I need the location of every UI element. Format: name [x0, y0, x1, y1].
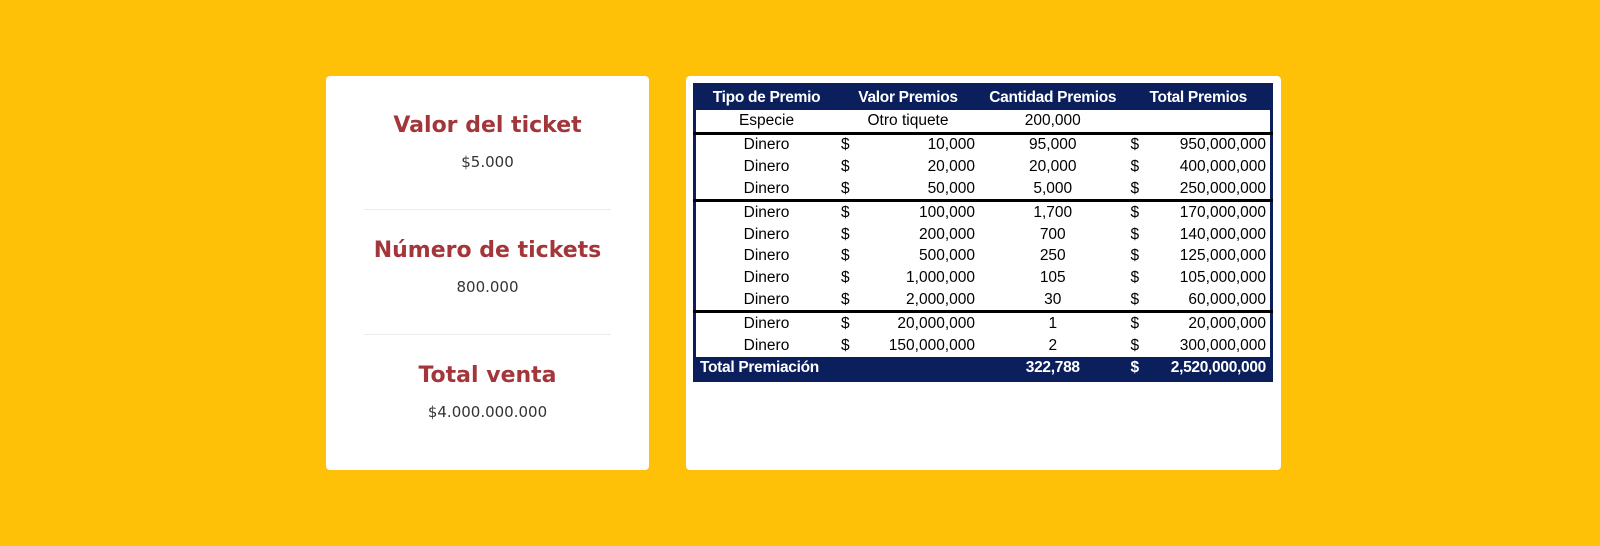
- cell-cantidad: 2: [1048, 336, 1058, 354]
- cell-cantidad: 200,000: [979, 110, 1127, 133]
- ticket-value: $5.000: [461, 153, 514, 171]
- footer-currency: $: [1127, 357, 1148, 381]
- table-row: [695, 335, 1272, 357]
- cell-currency: $: [841, 315, 850, 333]
- cell-cantidad: 20,000: [1029, 157, 1077, 175]
- cell-currency-total: $: [1127, 289, 1148, 312]
- table-footer-row: [695, 357, 1272, 381]
- cell-cantidad: 95,000: [1029, 136, 1077, 154]
- cell-total: 250,000,000: [1148, 178, 1272, 201]
- cell-currency: $: [841, 157, 850, 175]
- cell-currency: $: [841, 247, 850, 265]
- cell-cantidad: 1,700: [1033, 204, 1073, 222]
- ticket-count-block: [364, 237, 611, 297]
- table-header-row: [695, 85, 1272, 111]
- divider: [364, 209, 611, 210]
- cell-valor: 200,000: [918, 225, 975, 243]
- cell-total: 60,000,000: [1148, 289, 1272, 312]
- table-row: [695, 156, 1272, 178]
- cell-currency: $: [841, 268, 850, 286]
- cell-currency-total: $: [1130, 268, 1140, 286]
- cell-tipo: Dinero: [743, 247, 790, 265]
- cell-cantidad: 105: [1039, 268, 1066, 286]
- header-valor: Valor Premios: [837, 85, 979, 111]
- cell-currency-total: $: [1130, 136, 1140, 154]
- prize-table-card: [686, 76, 1281, 470]
- header-tipo: Tipo de Premio: [695, 85, 838, 111]
- cell-currency: $: [837, 178, 858, 201]
- cell-valor: 10,000: [927, 136, 975, 154]
- cell-valor: Otro tiquete: [837, 110, 979, 133]
- cell-tipo: Dinero: [743, 204, 790, 222]
- cell-valor: 1,000,000: [906, 268, 975, 286]
- cell-cantidad: 250: [1039, 247, 1066, 265]
- summary-card: [326, 76, 649, 470]
- cell-currency: $: [841, 204, 850, 222]
- ticket-count: 800.000: [456, 278, 519, 296]
- cell-tipo: Dinero: [743, 157, 790, 175]
- footer-total: 2,520,000,000: [1148, 357, 1272, 381]
- header-cantidad: Cantidad Premios: [979, 85, 1127, 111]
- cell-cantidad: 30: [979, 289, 1127, 312]
- cell-valor: 500,000: [918, 247, 975, 265]
- cell-tipo: Dinero: [743, 315, 790, 333]
- cell-currency-total: $: [1130, 315, 1140, 333]
- cell-total: 20,000,000: [1188, 315, 1266, 333]
- cell-total: 125,000,000: [1179, 247, 1266, 265]
- total-sale: $4.000.000.000: [427, 403, 548, 421]
- cell-cantidad: 5,000: [979, 178, 1127, 201]
- cell-tipo: Dinero: [743, 136, 790, 154]
- cell-valor: 20,000,000: [897, 315, 975, 333]
- table-row: [695, 133, 1272, 156]
- cell-tipo: Dinero: [743, 336, 790, 354]
- cell-total: 105,000,000: [1179, 268, 1266, 286]
- cell-total: 300,000,000: [1179, 336, 1266, 354]
- total-sale-title: Total venta: [418, 363, 557, 388]
- table-row: [695, 312, 1272, 335]
- ticket-value-title: Valor del ticket: [393, 113, 582, 138]
- ticket-count-title: Número de tickets: [373, 238, 602, 263]
- cell-valor: 50,000: [858, 178, 979, 201]
- cell-tipo: Dinero: [695, 178, 838, 201]
- cell-total: 950,000,000: [1179, 136, 1266, 154]
- table-row: [695, 178, 1272, 201]
- table-row: [695, 201, 1272, 224]
- cell-currency-total: $: [1130, 336, 1140, 354]
- cell-tipo: Dinero: [743, 268, 790, 286]
- cell-currency-total: $: [1130, 225, 1140, 243]
- cell-total: 170,000,000: [1179, 204, 1266, 222]
- table-row: [695, 267, 1272, 289]
- cell-currency-total: $: [1130, 247, 1140, 265]
- total-sale-block: [364, 362, 611, 422]
- cell-tipo: Dinero: [695, 289, 838, 312]
- cell-currency-total: $: [1130, 204, 1140, 222]
- cell-valor: 20,000: [927, 157, 975, 175]
- table-row: [695, 224, 1272, 246]
- prize-table-body: [695, 110, 1272, 357]
- ticket-value-block: [364, 112, 611, 172]
- footer-label: Total Premiación: [695, 357, 979, 381]
- table-row: [695, 246, 1272, 268]
- cell-currency: $: [841, 225, 850, 243]
- footer-cantidad: 322,788: [979, 357, 1127, 381]
- cell-total: 400,000,000: [1179, 157, 1266, 175]
- cell-currency-total: $: [1127, 178, 1148, 201]
- cell-currency: $: [841, 336, 850, 354]
- cell-total: [1148, 110, 1272, 133]
- header-total: Total Premios: [1127, 85, 1272, 111]
- prize-table: [693, 83, 1273, 382]
- table-row: [695, 110, 1272, 133]
- divider: [364, 334, 611, 335]
- cell-currency: $: [837, 289, 858, 312]
- cell-valor: 2,000,000: [858, 289, 979, 312]
- cell-cantidad: 700: [1039, 225, 1066, 243]
- cell-total: 140,000,000: [1179, 225, 1266, 243]
- cell-tipo: Especie: [695, 110, 838, 133]
- cell-currency-total: $: [1130, 157, 1140, 175]
- cell-tipo: Dinero: [743, 225, 790, 243]
- cell-valor: 150,000,000: [888, 336, 975, 354]
- cell-currency-total: [1127, 110, 1148, 133]
- table-row: [695, 289, 1272, 312]
- cell-currency: $: [841, 136, 850, 154]
- cell-valor: 100,000: [918, 204, 975, 222]
- cell-cantidad: 1: [1048, 315, 1058, 333]
